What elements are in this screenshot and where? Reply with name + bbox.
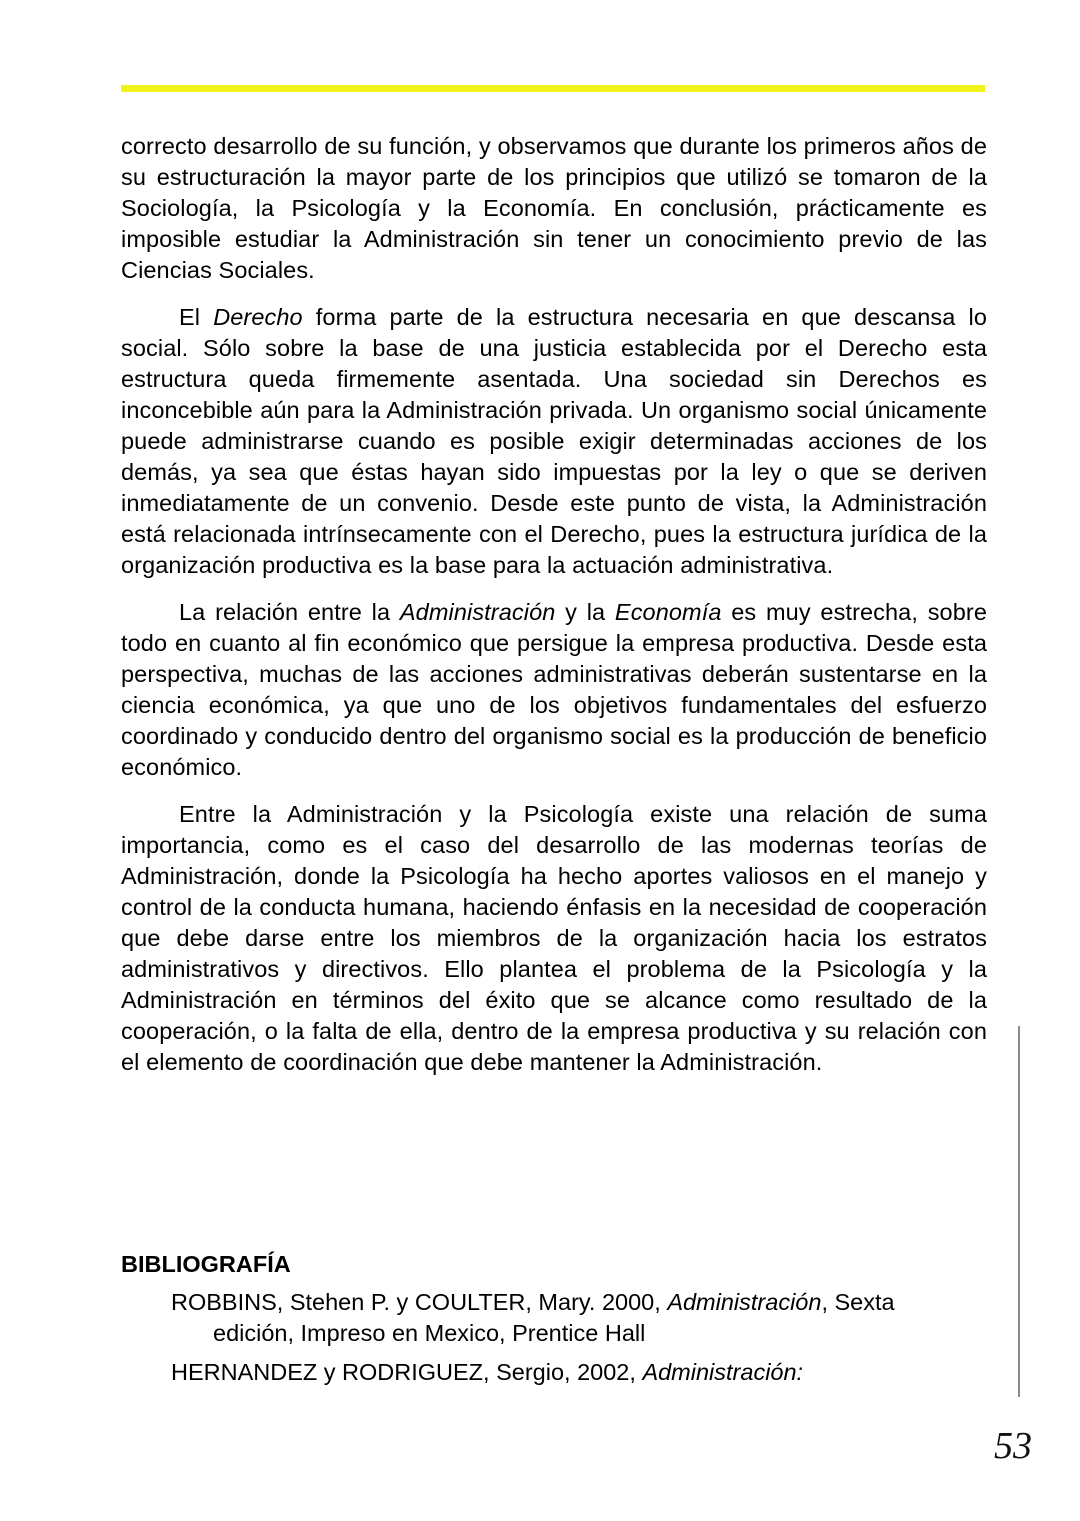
- right-margin-rule: [1018, 1026, 1020, 1397]
- paragraph: [121, 302, 987, 581]
- entry-continuation-line: edición, Impreso en Mexico, Prentice Hall: [213, 1320, 646, 1346]
- text-run: Entre la Administración y la Psicología existe una relación de suma importancia, como es el caso del desarrollo de las modernas teorías de Administración, donde la Psicología ha hecho aportes valiosos en el manejo y control de la conducta humana, haciendo énfasis en la necesidad de cooperación que debe darse entre los miembros de la organización hacia los estratos administrativos y directivos. Ello plantea el problema de la Psicología y la Administración en términos del éxito que se alcance como resultado de la cooperación, o la falta de ella, dentro de la empresa productiva y su relación con el elemento de coordinación que debe mantener la Administración.: [121, 801, 987, 1075]
- text-run: El: [179, 304, 214, 330]
- text-run: es muy estrecha, sobre todo en cuanto al fin económico que persigue la empresa productiva. Desde esta perspectiva, muchas de las acciones administrativas deberán sustentarse en la ciencia económica, ya que uno de los objetivos fundamentales del esfuerzo coordinado y conducido dentro del organismo social es la producción de beneficio económico.: [121, 599, 987, 780]
- text-run: correcto desarrollo de su función, y observamos que durante los primeros años de su estructuración la mayor parte de los principios que utilizó se tomaron de la Sociología, la Psicología y la Economía. En conclusión, prácticamente es imposible estudiar la Administración sin tener un conocimiento previo de las Ciencias Sociales.: [121, 133, 987, 283]
- italic-run: Derecho: [213, 304, 303, 330]
- text-run: La relación entre la: [179, 599, 400, 625]
- italic-run: Administración:: [642, 1359, 804, 1385]
- italic-run: Administración: [667, 1289, 822, 1315]
- top-decorative-rule: [121, 85, 985, 92]
- italic-run: Administración: [399, 599, 556, 625]
- bibliography-heading: BIBLIOGRAFÍA: [121, 1251, 291, 1277]
- paragraph: [121, 131, 987, 286]
- text-run: forma parte de la estructura necesaria en que descansa lo social. Sólo sobre la base de una justicia establecida por el Derecho esta estructura queda firmemente asentada. Una sociedad sin Derechos es inconcebible aún para la Administración privada. Un organismo social únicamente puede administrarse cuando es posible exigir determinadas acciones de los demás, ya sea que éstas hayan sido impuestas por la ley o que se deriven inmediatamente de un convenio. Desde este punto de vista, la Administración está relacionada intrínsecamente con el Derecho, pues la estructura jurídica de la organización productiva es la base para la actuación administrativa.: [121, 304, 987, 578]
- italic-run: Economía: [614, 599, 722, 625]
- paragraph: [121, 799, 987, 1078]
- body-text: [121, 131, 987, 1078]
- bibliography-entry: [121, 1357, 987, 1388]
- bibliography-entry: [121, 1287, 987, 1349]
- text-run: , Sexta: [821, 1289, 895, 1315]
- paragraph: [121, 597, 987, 783]
- bibliography-section: [121, 1249, 987, 1396]
- page-number: 53: [994, 1425, 1032, 1467]
- text-run: y la: [555, 599, 615, 625]
- text-run: ROBBINS, Stehen P. y COULTER, Mary. 2000,: [171, 1289, 668, 1315]
- text-run: HERNANDEZ y RODRIGUEZ, Sergio, 2002,: [171, 1359, 643, 1385]
